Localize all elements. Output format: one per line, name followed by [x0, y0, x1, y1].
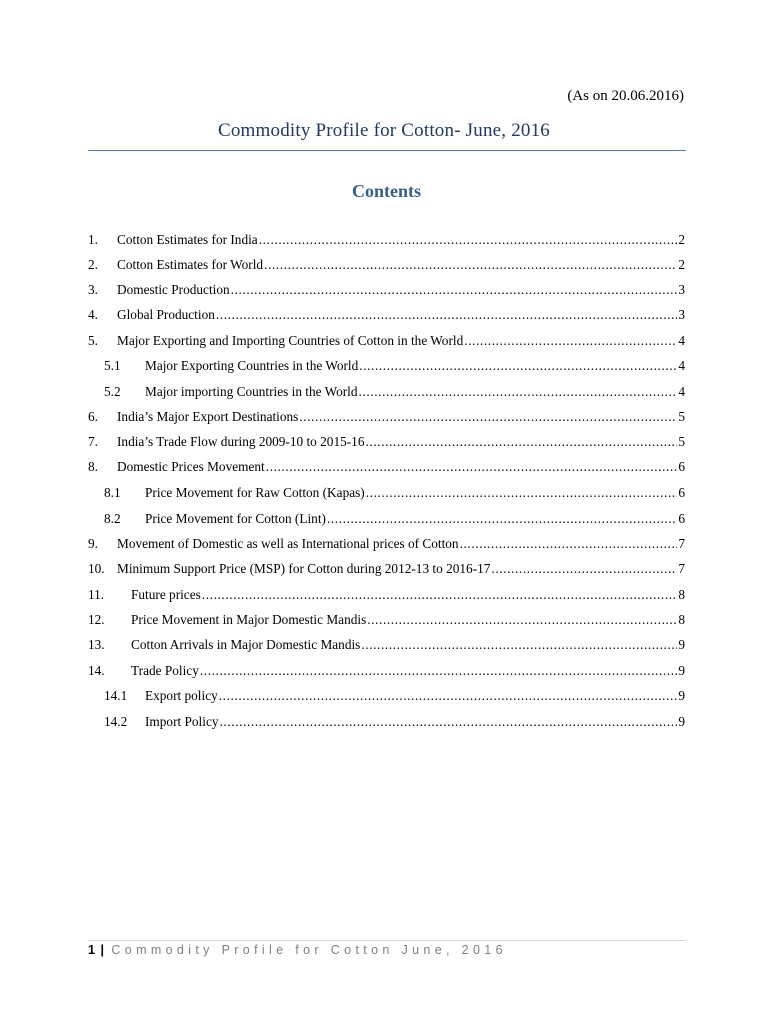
toc-entry-page: 4: [678, 358, 685, 373]
footer-page-number: 1: [88, 943, 95, 957]
toc-entry[interactable]: [88, 459, 685, 479]
toc-leader-dots: [460, 536, 678, 552]
toc-entry-label: Major Exporting Countries in the World: [145, 358, 359, 373]
toc-entry-number: 8.: [88, 459, 98, 474]
toc-entry-label: Major Exporting and Importing Countries of Cotton in the World: [117, 333, 464, 348]
toc-entry-number: 14.2: [104, 714, 128, 729]
toc-leader-dots: [327, 511, 677, 527]
toc-entry-label: Trade Policy: [131, 663, 199, 678]
toc-entry-number: 5.: [88, 333, 98, 348]
toc-entry-page: 9: [678, 663, 685, 678]
toc-leader-dots: [359, 358, 677, 374]
toc-entry-page: 2: [678, 257, 685, 272]
date-line: (As on 20.06.2016): [567, 88, 684, 104]
toc-entry[interactable]: [88, 587, 685, 607]
toc-entry-page: 9: [678, 637, 685, 652]
toc-entry-page: 7: [678, 561, 685, 576]
toc-entry[interactable]: [88, 561, 685, 581]
document-title: Commodity Profile for Cotton- June, 2016: [217, 120, 551, 141]
toc-entry-page: 4: [678, 384, 685, 399]
toc-entry-page: 9: [678, 688, 685, 703]
toc-entry[interactable]: [88, 434, 685, 454]
footer-separator: |: [100, 943, 104, 957]
toc-entry-number: 2.: [88, 257, 98, 272]
toc-subentry[interactable]: [88, 384, 685, 404]
toc-entry[interactable]: [88, 282, 685, 302]
toc-leader-dots: [299, 409, 677, 425]
toc-leader-dots: [202, 587, 678, 603]
toc-entry-label: Export policy: [145, 688, 218, 703]
toc-leader-dots: [219, 688, 678, 704]
toc-leader-dots: [359, 384, 678, 400]
toc-entry-label: Price Movement for Raw Cotton (Kapas): [145, 485, 365, 500]
toc-leader-dots: [231, 282, 678, 298]
toc-entry-page: 6: [678, 485, 685, 500]
toc-entry-number: 4.: [88, 307, 98, 322]
toc-entry-number: 10.: [88, 561, 105, 576]
toc-leader-dots: [266, 459, 678, 475]
toc-entry[interactable]: [88, 536, 685, 556]
toc-leader-dots: [264, 257, 677, 273]
toc-leader-dots: [367, 612, 677, 628]
toc-entry[interactable]: [88, 637, 685, 657]
toc-entry-label: Import Policy: [145, 714, 219, 729]
toc-entry-label: Price Movement for Cotton (Lint): [145, 511, 326, 526]
toc-leader-dots: [259, 232, 678, 248]
toc-entry-number: 5.1: [104, 358, 121, 373]
toc-entry-number: 14.1: [104, 688, 128, 703]
toc-entry-label: Future prices: [131, 587, 201, 602]
toc-leader-dots: [366, 485, 678, 501]
toc-entry-label: Cotton Estimates for World: [117, 257, 264, 272]
toc-entry-page: 5: [678, 434, 685, 449]
contents-heading: Contents: [351, 181, 421, 201]
toc-entry[interactable]: [88, 663, 685, 683]
toc-subentry[interactable]: [88, 485, 685, 505]
toc-entry-label: Global Production: [117, 307, 215, 322]
toc-entry-label: Cotton Estimates for India: [117, 232, 258, 247]
toc-entry-page: 7: [678, 536, 685, 551]
toc-leader-dots: [216, 307, 677, 323]
toc-entry[interactable]: [88, 333, 685, 353]
toc-entry-page: 8: [678, 587, 685, 602]
toc-entry[interactable]: [88, 232, 685, 252]
toc-entry-page: 3: [678, 307, 685, 322]
toc-entry-number: 7.: [88, 434, 98, 449]
toc-subentry[interactable]: [88, 688, 685, 708]
toc-entry-page: 2: [678, 232, 685, 247]
toc-entry-number: 1.: [88, 232, 98, 247]
toc-entry-number: 9.: [88, 536, 98, 551]
toc-entry[interactable]: [88, 612, 685, 632]
toc-subentry[interactable]: [88, 511, 685, 531]
toc-entry-label: Movement of Domestic as well as International prices of Cotton: [117, 536, 459, 551]
toc-entry[interactable]: [88, 307, 685, 327]
toc-leader-dots: [361, 637, 677, 653]
title-divider: [88, 150, 686, 151]
toc-entry-label: Domestic Production: [117, 282, 230, 297]
toc-leader-dots: [200, 663, 678, 679]
toc-entry-page: 8: [678, 612, 685, 627]
toc-entry-label: Minimum Support Price (MSP) for Cotton during 2012-13 to 2016-17: [117, 561, 491, 576]
toc-subentry[interactable]: [88, 714, 685, 734]
toc-leader-dots: [365, 434, 677, 450]
toc-entry-page: 9: [678, 714, 685, 729]
toc-entry-label: India’s Trade Flow during 2009-10 to 2015-16: [117, 434, 365, 449]
toc-entry-label: Domestic Prices Movement: [117, 459, 265, 474]
toc-entry-page: 5: [678, 409, 685, 424]
toc-entry-page: 3: [678, 282, 685, 297]
toc-leader-dots: [220, 714, 678, 730]
toc-entry-number: 13.: [88, 637, 105, 652]
toc-entry[interactable]: [88, 409, 685, 429]
toc-entry-number: 12.: [88, 612, 105, 627]
toc-entry-number: 14.: [88, 663, 105, 678]
toc-entry-number: 5.2: [104, 384, 121, 399]
toc-entry-label: Cotton Arrivals in Major Domestic Mandis: [131, 637, 361, 652]
toc-entry[interactable]: [88, 257, 685, 277]
toc-entry-page: 4: [678, 333, 685, 348]
footer-divider: [88, 940, 686, 941]
toc-subentry[interactable]: [88, 358, 685, 378]
toc-entry-number: 6.: [88, 409, 98, 424]
footer-title: Commodity Profile for Cotton June, 2016: [111, 943, 507, 957]
toc-entry-number: 8.2: [104, 511, 121, 526]
toc-entry-number: 8.1: [104, 485, 121, 500]
toc-leader-dots: [491, 561, 677, 577]
toc-entry-label: India’s Major Export Destinations: [117, 409, 299, 424]
toc-entry-number: 11.: [88, 587, 105, 602]
page-footer: [88, 943, 507, 957]
toc-leader-dots: [464, 333, 677, 349]
toc-entry-page: 6: [678, 459, 685, 474]
toc-entry-number: 3.: [88, 282, 98, 297]
toc-entry-label: Major importing Countries in the World: [145, 384, 358, 399]
toc-entry-label: Price Movement in Major Domestic Mandis: [131, 612, 367, 627]
toc-entry-page: 6: [678, 511, 685, 526]
